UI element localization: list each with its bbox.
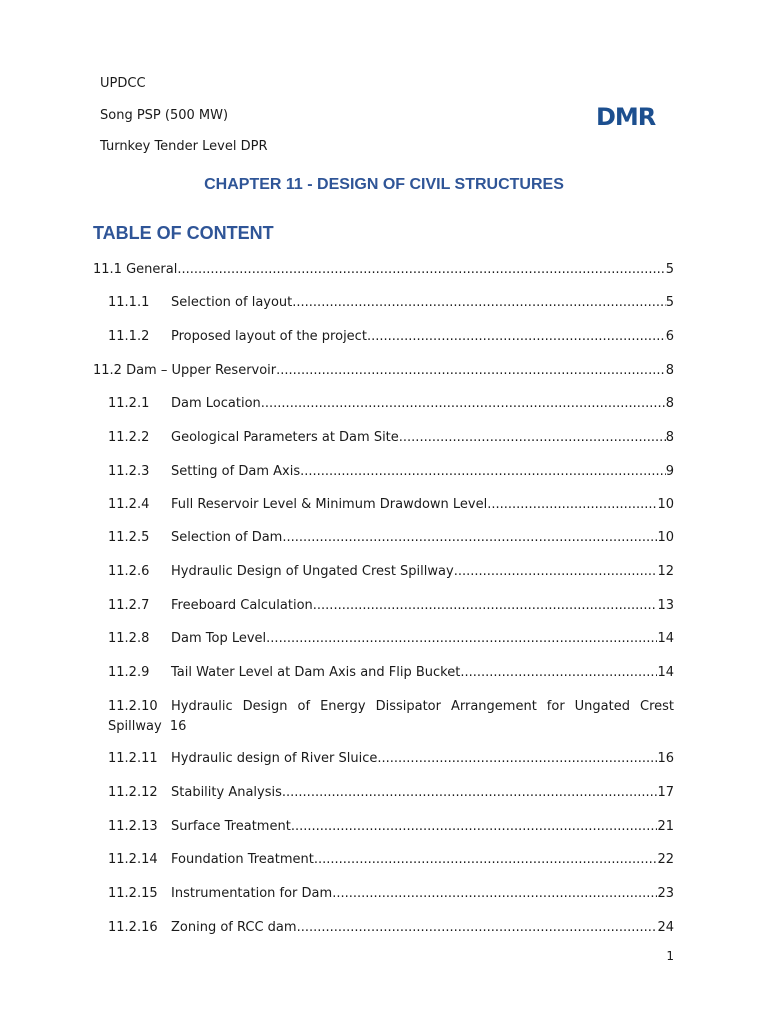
toc-entry[interactable] (108, 665, 674, 680)
dot-leader (266, 631, 657, 646)
dot-leader (313, 598, 658, 613)
header-document-type: Turnkey Tender Level DPR (100, 139, 268, 154)
toc-entry-number: 11.2.14 (108, 852, 158, 867)
toc-entry-page: 10 (657, 530, 674, 545)
dmr-logo (596, 103, 666, 129)
toc-entry-number: 11.1.1 (108, 295, 150, 310)
toc-entry-number: 11.2.15 (108, 886, 158, 901)
toc-entry-title: Full Reservoir Level & Minimum Drawdown Level (171, 497, 488, 512)
toc-entry-title: 11.2 Dam – Upper Reservoir (93, 363, 277, 378)
toc-entry-page: 14 (657, 631, 674, 646)
toc-entry[interactable] (108, 886, 674, 901)
toc-entry[interactable] (108, 329, 674, 344)
toc-entry-title: Tail Water Level at Dam Axis and Flip Bucket (171, 665, 461, 680)
dot-leader (487, 497, 657, 512)
toc-entry[interactable] (108, 564, 674, 579)
dot-leader (332, 886, 657, 901)
toc-entry-number: 11.1.2 (108, 329, 150, 344)
toc-entry-title: Dam Location (171, 396, 261, 411)
toc-entry-page: 5 (665, 262, 674, 277)
toc-entry-page: 5 (665, 295, 674, 310)
toc-entry[interactable] (108, 598, 674, 613)
toc-entry-title: Freeboard Calculation (171, 598, 313, 613)
dot-leader (454, 564, 658, 579)
header-project: Song PSP (500 MW) (100, 108, 229, 123)
toc-entry-title: Setting of Dam Axis (171, 464, 301, 479)
toc-entry-page: 16 (169, 719, 187, 734)
toc-entry[interactable] (93, 363, 674, 378)
header-client: UPDCC (100, 76, 146, 91)
toc-entry[interactable] (108, 464, 674, 479)
toc-entry-number: 11.2.4 (108, 497, 150, 512)
toc-entry-number: 11.2.1 (108, 396, 150, 411)
toc-entry[interactable] (108, 396, 674, 411)
toc-entry-number: 11.2.6 (108, 564, 150, 579)
dot-leader (367, 329, 666, 344)
toc-entry-page: 16 (657, 751, 674, 766)
dot-leader (292, 295, 665, 310)
toc-entry-number: 11.2.11 (108, 751, 158, 766)
toc-entry[interactable] (108, 785, 674, 800)
toc-entry-number: 11.2.13 (108, 819, 158, 834)
toc-entry-page: 12 (657, 564, 674, 579)
toc-entry-number: 11.2.5 (108, 530, 150, 545)
toc-entry-page: 17 (657, 785, 674, 800)
toc-entry-title: 11.1 General (93, 262, 178, 277)
chapter-title: CHAPTER 11 - DESIGN OF CIVIL STRUCTURES (204, 176, 564, 193)
dot-leader (276, 363, 666, 378)
toc-entry-page: 14 (657, 665, 674, 680)
toc-entry-title: Hydraulic Design of Ungated Crest Spillway (171, 564, 454, 579)
toc-entry-page: 9 (665, 464, 674, 479)
toc-entry-title: Geological Parameters at Dam Site (171, 430, 399, 445)
toc-entry-number: 11.2.12 (108, 785, 158, 800)
toc-entry-number: 11.2.16 (108, 920, 158, 935)
toc-entry-title: Surface Treatment (171, 819, 291, 834)
dot-leader (314, 852, 658, 867)
toc-entry[interactable] (108, 631, 674, 646)
dot-leader (282, 530, 657, 545)
dot-leader (399, 430, 666, 445)
toc-entry-page: 8 (665, 396, 674, 411)
dot-leader (377, 751, 657, 766)
toc-entry-title: Proposed layout of the project (171, 329, 367, 344)
toc-entry-number: 11.2.3 (108, 464, 150, 479)
toc-entry-number: 11.2.9 (108, 665, 150, 680)
toc-entry-title: Selection of Dam (171, 530, 283, 545)
toc-entry[interactable] (108, 920, 674, 935)
toc-entry[interactable] (93, 262, 674, 277)
toc-entry-page: 21 (657, 819, 674, 834)
dot-leader (282, 785, 658, 800)
toc-entry-number: 11.2.8 (108, 631, 150, 646)
dot-leader (300, 464, 666, 479)
toc-entry[interactable] (108, 430, 674, 445)
page-number: 1 (666, 949, 674, 963)
toc-entry[interactable] (108, 819, 674, 834)
toc-entry-title: Hydraulic Design of Energy Dissipator Arrangement for Ungated Crest Spillway (108, 699, 674, 734)
toc-entry-number: 11.2.2 (108, 430, 150, 445)
toc-entry-page: 6 (665, 329, 674, 344)
toc-entry-title: Dam Top Level (171, 631, 267, 646)
toc-entry-title: Hydraulic design of River Sluice (171, 751, 378, 766)
toc-entry-page: 22 (657, 852, 674, 867)
dot-leader (297, 920, 658, 935)
toc-entry-title: Zoning of RCC dam (171, 920, 297, 935)
toc-entry-number: 11.2.7 (108, 598, 150, 613)
dot-leader (261, 396, 666, 411)
toc-entry[interactable] (108, 852, 674, 867)
toc-entry-page: 24 (657, 920, 674, 935)
toc-entry[interactable] (108, 295, 674, 310)
toc-entry-title: Stability Analysis (171, 785, 282, 800)
dot-leader (177, 262, 665, 277)
toc-entry-page: 10 (657, 497, 674, 512)
toc-entry[interactable] (108, 697, 674, 737)
toc-entry[interactable] (108, 497, 674, 512)
dot-leader (460, 665, 657, 680)
toc-entry-page: 13 (657, 598, 674, 613)
toc-entry-page: 8 (665, 363, 674, 378)
toc-entry-title: Instrumentation for Dam (171, 886, 333, 901)
toc-entry-title: Selection of layout (171, 295, 293, 310)
toc-entry[interactable] (108, 751, 674, 766)
toc-heading: TABLE OF CONTENT (93, 223, 274, 243)
dot-leader (291, 819, 658, 834)
toc-entry-number: 11.2.10 (108, 699, 158, 714)
toc-entry-page: 8 (665, 430, 674, 445)
logo-text: DMR (596, 103, 656, 129)
toc-entry[interactable] (108, 530, 674, 545)
toc-entry-page: 23 (657, 886, 674, 901)
toc-entry-title: Foundation Treatment (171, 852, 314, 867)
